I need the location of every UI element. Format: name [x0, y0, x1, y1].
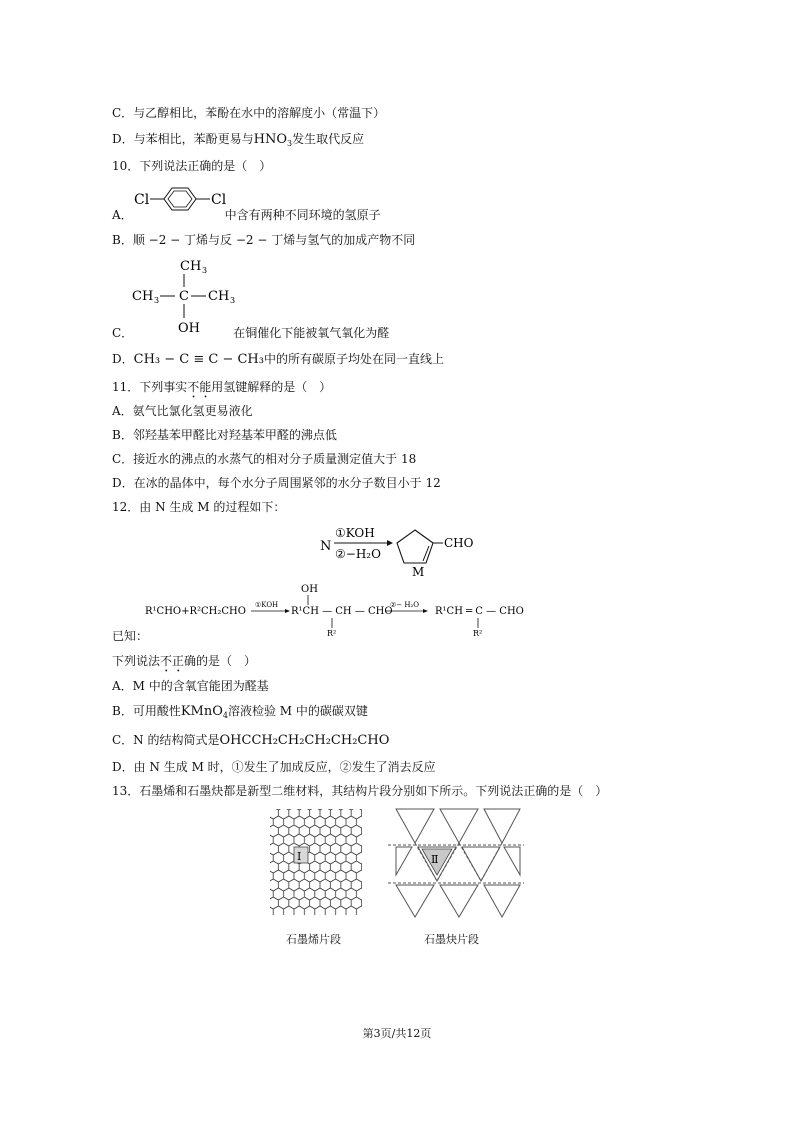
q12-option-b-pre: B．可用酸性	[112, 704, 181, 718]
q12-scheme-n: N	[320, 539, 332, 554]
q11-stem	[112, 379, 331, 401]
q12-stem2	[112, 653, 256, 675]
q12-known-r2-b: R²	[473, 629, 483, 638]
q12-scheme-m: M	[412, 565, 425, 578]
q10-option-d-text: 中的所有碳原子均处在同一直线上	[263, 352, 444, 366]
q10-c-top-ch: CH	[180, 259, 202, 274]
q10-option-d-label: D．	[112, 352, 134, 366]
q9-option-d-sub: 3	[287, 139, 293, 148]
graphdiyne-label-ii: Ⅱ	[431, 853, 439, 866]
q10-stem: 10．下列说法正确的是（ ）	[112, 159, 272, 173]
q12-option-c	[112, 732, 389, 749]
q12-option-a: A．M 中的含氧官能团为醛基	[112, 679, 269, 693]
q10-option-c-text: 在铜催化下能被氧气氧化为醛	[233, 326, 390, 340]
q13-stem: 13．石墨烯和石墨炔都是新型二维材料，其结构片段分别如下所示。下列说法正确的是（ ）	[112, 784, 608, 798]
q12-option-b	[112, 703, 368, 724]
q12-option-b-formula: KMnO	[180, 704, 223, 719]
q10-a-cl-right: Cl	[211, 192, 227, 208]
q9-option-c: C．与乙醇相比，苯酚在水中的溶解度小（常温下）	[112, 106, 386, 120]
q10-c-left-ch: CH	[132, 289, 154, 304]
q10-a-cl-left: Cl	[134, 192, 150, 208]
q10-option-c	[112, 325, 389, 341]
q10-option-d	[112, 351, 444, 368]
q11-stem-emphasis: 不能	[187, 380, 212, 394]
q11-stem-pre: 11．下列事实	[112, 380, 188, 394]
q12-cyclopentene-ring	[397, 530, 433, 563]
graphdiyne-fragment-figure	[388, 805, 524, 919]
q11-option-b: B．邻羟基苯甲醛比对羟基苯甲醛的沸点低	[112, 428, 337, 442]
q12-stem: 12．由 N 生成 M 的过程如下：	[112, 500, 286, 514]
page-footer: 第3页/共12页	[362, 1027, 432, 1040]
q12-option-d: D．由 N 生成 M 时，①发生了加成反应，②发生了消去反应	[112, 760, 436, 774]
q12-known-oh: OH	[301, 584, 318, 595]
q12-scheme-step2: ②−H₂O	[335, 547, 381, 561]
q10-option-b: B．顺 −2 − 丁烯与反 −2 − 丁烯与氢气的加成产物不同	[112, 233, 416, 247]
q10-option-d-formula: CH₃ − C ≡ C − CH₃	[133, 352, 264, 367]
q11-option-c: C．接近水的沸点的水蒸气的相对分子质量测定值大于 18	[112, 452, 417, 466]
q10-option-a-text: 中含有两种不同环境的氢原子	[224, 208, 381, 222]
graphdiyne-caption: 石墨炔片段	[424, 933, 479, 946]
q12-stem2-post: 确的是（ ）	[184, 654, 257, 668]
graphene-fragment-figure	[268, 807, 364, 917]
q12-known-reactants: R¹CHO+R²CH₂CHO	[145, 606, 246, 617]
q9-option-d-post: 发生取代反应	[292, 132, 365, 146]
q12-known-koh: ①KOH	[255, 601, 279, 609]
graphene-lattice	[270, 809, 362, 915]
q11-option-d: D．在冰的晶体中，每个水分子周围紧邻的水分子数目小于 12	[112, 476, 441, 490]
q10-c-top-sub: 3	[202, 266, 208, 275]
q12-stem2-pre: 下列说法	[112, 654, 161, 668]
q12-option-c-pre: C．N 的结构简式是	[112, 733, 220, 747]
q12-known-reaction	[145, 580, 545, 638]
q12-known-h2o: ②− H₂O	[390, 601, 420, 609]
q9-option-d-pre: D．与苯相比，苯酚更易与	[112, 132, 254, 146]
q11-option-a: A．氨气比氯化氢更易液化	[112, 404, 253, 418]
q10-option-a	[112, 207, 381, 223]
q12-reaction-scheme	[315, 520, 485, 578]
q12-known-label: 已知：	[112, 629, 149, 643]
graphene-caption: 石墨烯片段	[286, 933, 341, 946]
q12-option-b-post: 溶液检验 M 中的碳碳双键	[227, 704, 368, 718]
q12-stem2-emphasis: 不正	[160, 654, 185, 668]
q10-option-c-label: C．	[112, 326, 134, 340]
q10-c-left-sub: 3	[154, 296, 160, 305]
q10-c-right-sub: 3	[230, 296, 236, 305]
graphene-label-i: Ⅰ	[297, 850, 302, 863]
q10-c-right-ch: CH	[208, 289, 230, 304]
q12-known-r2-a: R²	[327, 629, 337, 638]
q9-option-d	[112, 131, 364, 152]
q9-option-d-formula: HNO	[253, 132, 287, 147]
q11-stem-post: 用氢键解释的是（ ）	[211, 380, 332, 394]
q10-c-center: C	[179, 289, 189, 304]
q12-known-intermediate: R¹CH — CH — CHO	[291, 606, 393, 617]
q12-option-b-sub: 4	[222, 711, 228, 720]
q12-option-c-formula: OHCCH₂CH₂CH₂CH₂CHO	[219, 733, 390, 748]
q10-c-bottom-oh: OH	[178, 321, 200, 336]
q12-scheme-cho: CHO	[444, 536, 474, 550]
graphdiyne-lattice	[388, 809, 524, 917]
q10-option-a-label: A．	[112, 208, 133, 222]
q12-known-product: R¹CH ═ C — CHO	[435, 606, 524, 617]
q12-scheme-step1: ①KOH	[335, 526, 375, 540]
